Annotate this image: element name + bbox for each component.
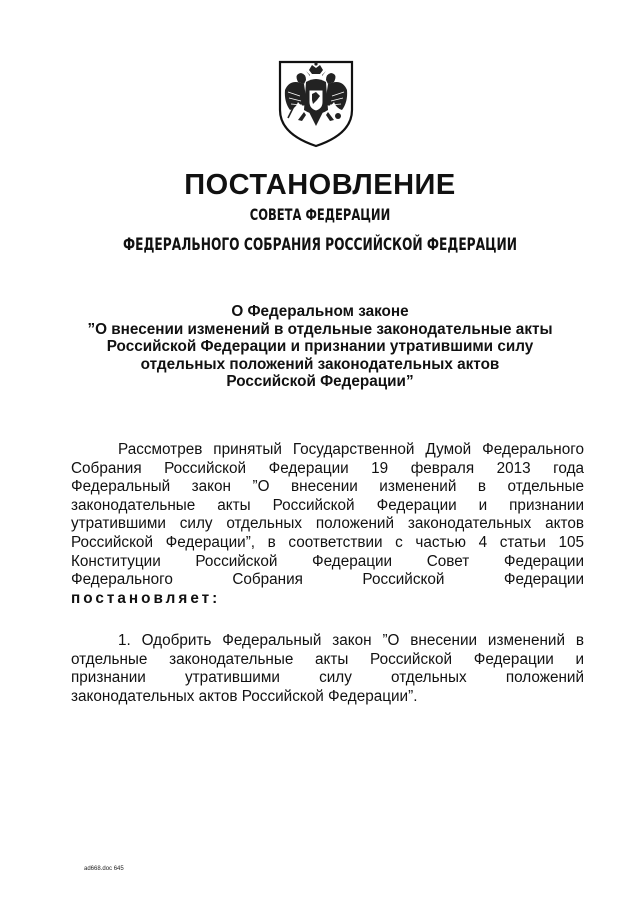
paragraph-line: отдельные законодательные акты Российской Федерации и: [71, 650, 584, 668]
subject-line: отдельных положений законодательных актов: [140, 355, 500, 373]
issuing-body-line-2: ФЕДЕРАЛЬНОГО СОБРАНИЯ РОССИЙСКОЙ ФЕДЕРАЦИИ: [123, 235, 517, 255]
paragraph-line: Конституции Российской Федерации Совет Федерации: [71, 552, 584, 570]
subject-line: ”О внесении изменений в отдельные законодательные акты: [87, 320, 553, 338]
body-paragraph-2: [71, 632, 584, 706]
paragraph-line: Рассмотрев принятый Государственной Думой Федерального: [118, 441, 584, 458]
paragraph-line: признании утратившими силу отдельных положений: [71, 669, 584, 687]
paragraph-line: Федеральный закон ”О внесении изменений в отдельные: [71, 478, 584, 496]
subject-line: Российской Федерации и признании утратившими силу: [106, 338, 534, 355]
document-file-code: ad668.doc 645: [84, 866, 124, 872]
coat-of-arms-emblem: [276, 60, 356, 148]
paragraph-line: Российской Федерации”, в соответствии с частью 4 статьи 105: [71, 533, 584, 551]
paragraph-line: утратившими силу отдельных положений законодательных актов: [71, 515, 584, 533]
coat-of-arms-icon: [276, 60, 356, 148]
paragraph-line: 1. Одобрить Федеральный закон ”О внесении изменений в: [118, 632, 584, 649]
paragraph-line: Собрания Российской Федерации 19 февраля 2013 года: [71, 459, 584, 477]
subject-line: Российской Федерации”: [226, 373, 414, 390]
resolution-verb: постановляет:: [71, 589, 221, 607]
paragraph-line: законодательных актов Российской Федерации”.: [71, 687, 418, 705]
document-title: ПОСТАНОВЛЕНИЕ: [184, 169, 456, 201]
paragraph-line: законодательные акты Российской Федерации и признании: [71, 496, 584, 514]
subject-line: О Федеральном законе: [231, 303, 409, 320]
body-paragraph-1: [71, 441, 584, 608]
paragraph-line: Федерального Собрания Российской Федерации: [71, 571, 584, 589]
issuing-body-line-1: СОВЕТА ФЕДЕРАЦИИ: [249, 205, 391, 224]
document-subject: [40, 303, 600, 391]
